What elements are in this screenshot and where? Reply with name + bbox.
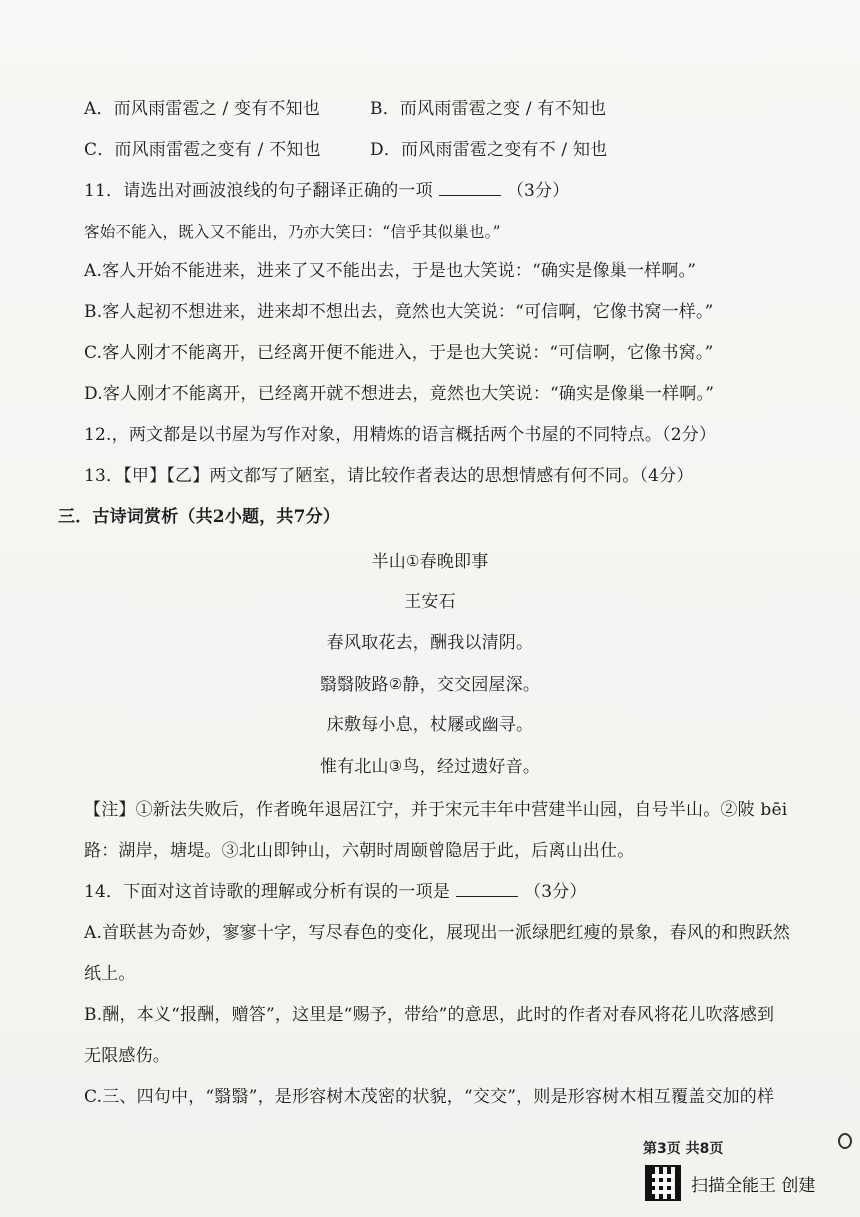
q10-option-d: D．而风雨雷雹之变有不 / 知也 — [370, 140, 608, 160]
poem-author: 王安石 — [404, 592, 456, 612]
poem-line-3: 床敷每小息，杖屦或幽寻。 — [326, 715, 534, 735]
q10-option-a: A．而风雨雷雹之 / 变有不知也 — [84, 99, 321, 119]
poem-line-4 — [0, 755, 860, 778]
q11-quote: 客始不能入，既入又不能出，乃亦大笑曰：“信乎其似巢也。” — [84, 223, 501, 241]
poem-title — [0, 550, 860, 573]
q11-option-d: D.客人刚才不能离开，已经离开就不想进去，竟然也大笑说：“确实是像巢一样啊。” — [84, 384, 715, 404]
poem-line-4a: 惟有北山 — [319, 757, 389, 777]
poem-title-part2: 春晚即事 — [419, 552, 489, 572]
answer-blank[interactable] — [439, 181, 501, 196]
q11-prompt — [84, 180, 569, 202]
q14-option-c-line-1: C.三、四句中，“翳翳”，是形容树木茂密的状貌，“交交”，则是形容树木相互覆盖交加的样 — [84, 1087, 775, 1107]
q14-prompt — [84, 881, 587, 903]
q13-text: 13．【甲】【乙】两文都写了陋室，请比较作者表达的思想情感有何不同。（4分） — [84, 466, 694, 486]
poem-note-marker-3: ③ — [388, 757, 403, 775]
q10-option-c: C．而风雨雷雹之变有 / 不知也 — [84, 140, 321, 160]
q11-option-c: C.客人刚才不能离开，已经离开便不能进入，于是也大笑说：“可信啊，它像书窝。” — [84, 343, 714, 363]
poem-line-4b: 鸟，经过遗好音。 — [402, 757, 541, 777]
poem-note-marker-2: ② — [388, 675, 403, 693]
ring-icon — [838, 1133, 852, 1149]
q14-prompt-text: 14．下面对这首诗歌的理解或分析有误的一项是 — [84, 882, 451, 902]
poem-title-note-marker: ① — [405, 552, 420, 570]
q12-text: 12.，两文都是以书屋为写作对象，用精炼的语言概括两个书屋的不同特点。（2分） — [84, 425, 717, 445]
poem-title-part1: 半山 — [371, 552, 406, 572]
scanner-label: 扫描全能王 创建 — [691, 1175, 816, 1196]
q11-score: （3分） — [506, 181, 570, 201]
q14-option-a-line-1: A.首联甚为奇妙，寥寥十字，写尽春色的变化，展现出一派绿肥红瘦的景象，春风的和煦跃然 — [84, 923, 791, 943]
page-number: 第3页 共8页 — [643, 1141, 724, 1157]
poem-line-2a: 翳翳陂路 — [319, 675, 389, 695]
q14-option-b-line-2: 无限感伤。 — [84, 1046, 170, 1066]
q11-prompt-text: 11．请选出对画波浪线的句子翻译正确的一项 — [84, 181, 433, 201]
qr-code-icon — [645, 1165, 681, 1201]
section-title: 三．古诗词赏析（共2小题，共7分） — [58, 507, 341, 527]
q10-option-b: B．而风雨雷雹之变 / 有不知也 — [370, 99, 607, 119]
q14-option-a-line-2: 纸上。 — [84, 964, 136, 984]
q11-option-a: A.客人开始不能进来，进来了又不能出去，于是也大笑说：“确实是像巢一样啊。” — [84, 261, 697, 281]
notes-line-1: 【注】①新法失败后，作者晚年退居江宁，并于宋元丰年中营建半山园，自号半山。②陂 bēi — [84, 800, 788, 820]
q14-score: （3分） — [524, 882, 587, 902]
scanner-badge — [645, 1163, 845, 1203]
poem-line-2 — [0, 673, 860, 696]
q14-option-b-line-1: B.酬，本义“报酬，赠答”，这里是“赐予，带给”的意思，此时的作者对春风将花儿吹落感到 — [84, 1005, 775, 1025]
q11-option-b: B.客人起初不想进来，进来却不想出去，竟然也大笑说：“可信啊，它像书窝一样。” — [84, 302, 714, 322]
poem-line-2b: 静，交交园屋深。 — [402, 675, 541, 695]
answer-blank[interactable] — [456, 882, 518, 897]
notes-line-2: 路：湖岸，塘堤。③北山即钟山，六朝时周颐曾隐居于此，后离山出仕。 — [84, 841, 635, 861]
poem-line-1: 春风取花去，酬我以清阴。 — [326, 633, 534, 653]
